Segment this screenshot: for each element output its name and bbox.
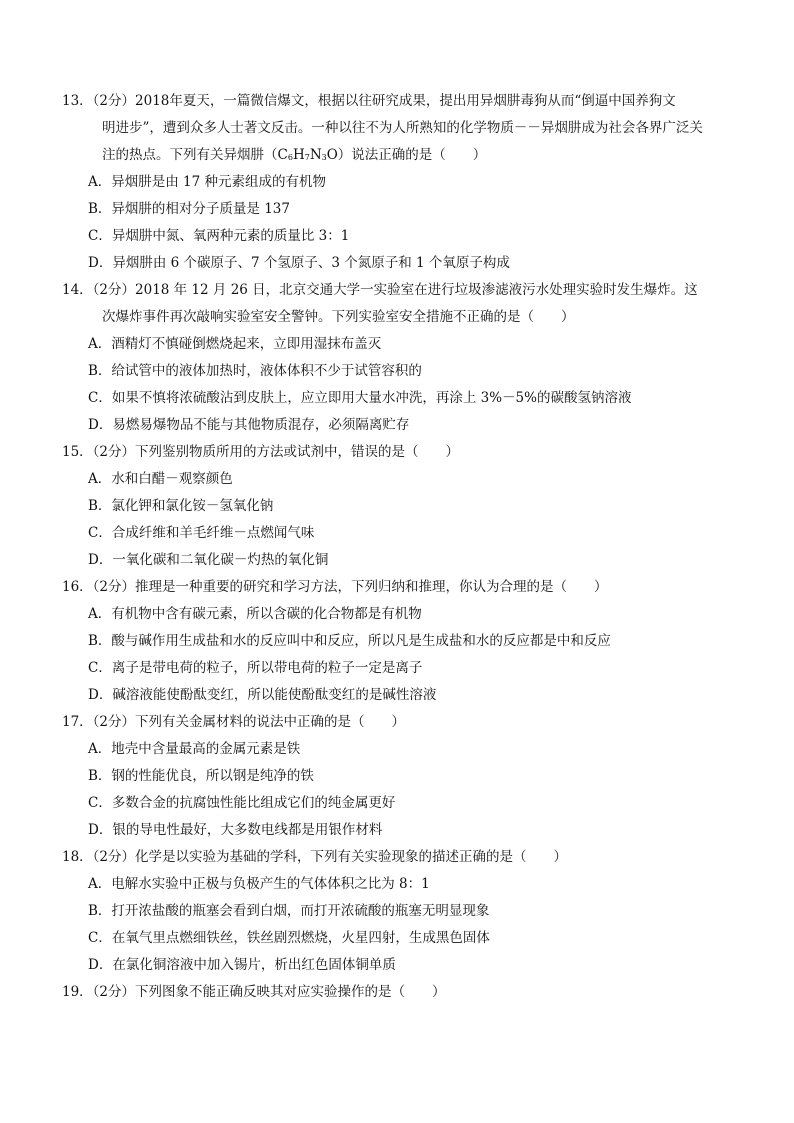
question-stem-line: 17．（2分）下列有关金属材料的说法中正确的是（ ） xyxy=(62,714,406,730)
formula-element: N xyxy=(309,147,322,163)
question-16 xyxy=(62,574,742,709)
option-b: B．给试管中的液体加热时，液体体积不少于试管容积的 xyxy=(88,363,422,379)
option-d: D．银的导电性最好，大多数电线都是用银作材料 xyxy=(88,822,383,838)
question-19 xyxy=(62,979,742,1006)
formula-subscript: 7 xyxy=(304,153,310,162)
question-14 xyxy=(62,277,742,439)
option-b: B．异烟肼的相对分子质量是 137 xyxy=(88,201,290,217)
formula-subscript: 3 xyxy=(321,153,327,162)
option-d: D．易燃易爆物品不能与其他物质混存，必须隔离贮存 xyxy=(88,417,410,433)
question-18 xyxy=(62,844,742,979)
option-a: A．异烟肼是由 17 种元素组成的有机物 xyxy=(88,174,327,190)
option-a: A．电解水实验中正极与负极产生的气体体积之比为 8：1 xyxy=(88,876,430,892)
option-c: C．离子是带电荷的粒子，所以带电荷的粒子一定是离子 xyxy=(88,660,423,676)
question-stem-line: 15．（2分）下列鉴别物质所用的方法或试剂中，错误的是（ ） xyxy=(62,444,460,460)
option-b: B．酸与碱作用生成盐和水的反应叫中和反应，所以凡是生成盐和水的反应都是中和反应 xyxy=(88,633,611,649)
question-stem-line: 明进步”，遭到众多人士著文反击。一种以往不为人所熟知的化学物质－－异烟肼成为社会各界广泛关 xyxy=(102,120,703,136)
question-17 xyxy=(62,709,742,844)
exam-page xyxy=(62,88,742,1006)
option-c: C．在氧气里点燃细铁丝，铁丝剧烈燃烧，火星四射，生成黑色固体 xyxy=(88,930,490,946)
formula-subscript: 6 xyxy=(287,153,293,162)
question-stem-line: 19．（2分）下列图象不能正确反映其对应实验操作的是（ ） xyxy=(62,984,446,1000)
option-a: A．地壳中含量最高的金属元素是铁 xyxy=(88,741,301,757)
stem-text: ）说法正确的是（ ） xyxy=(337,147,487,163)
question-stem-line xyxy=(62,142,742,169)
question-15 xyxy=(62,439,742,574)
formula-element: O xyxy=(326,147,338,163)
option-b: B．打开浓盐酸的瓶塞会看到白烟，而打开浓硫酸的瓶塞无明显现象 xyxy=(88,903,490,919)
option-d: D．一氧化碳和二氧化碳－灼热的氧化铜 xyxy=(88,552,329,568)
option-d: D．异烟肼由 6 个碳原子、7 个氢原子、3 个氮原子和 1 个氧原子构成 xyxy=(88,255,510,271)
question-stem-line: 14．（2分）2018 年 12 月 26 日，北京交通大学一实验室在进行垃圾渗滤液污水处理实验时发生爆炸。这 xyxy=(62,282,698,298)
question-stem-line: 16．（2分）推理是一种重要的研究和学习方法，下列归纳和推理，你认为合理的是（ ） xyxy=(62,579,608,595)
stem-text: 注的热点。下列有关异烟肼（C xyxy=(102,147,288,163)
option-b: B．钢的性能优良，所以钢是纯净的铁 xyxy=(88,768,314,784)
option-a: A．酒精灯不慎碰倒燃烧起来，立即用湿抹布盖灭 xyxy=(88,336,382,352)
question-stem-line: 18．（2分）化学是以实验为基础的学科，下列有关实验现象的描述正确的是（ ） xyxy=(62,849,568,865)
option-a: A．有机物中含有碳元素，所以含碳的化合物都是有机物 xyxy=(88,606,422,622)
question-stem-line: 13．（2分）2018年夏天，一篇微信爆文，根据以往研究成果，提出用异烟肼毒狗从而“倒逼中国养狗文 xyxy=(62,93,676,109)
option-c: C．如果不慎将浓硫酸沾到皮肤上，应立即用大量水冲洗，再涂上 3%－5%的碳酸氢钠溶液 xyxy=(88,390,632,406)
option-d: D．碱溶液能使酚酞变红，所以能使酚酞变红的是碱性溶液 xyxy=(88,687,437,703)
option-c: C．异烟肼中氮、氧两种元素的质量比 3：1 xyxy=(88,228,350,244)
formula-element: H xyxy=(292,147,305,163)
question-stem-line: 次爆炸事件再次敲响实验室安全警钟。下列实验室安全措施不正确的是（ ） xyxy=(102,309,575,325)
option-a: A．水和白醋－观察颜色 xyxy=(88,471,233,487)
question-13 xyxy=(62,88,742,277)
option-c: C．合成纤维和羊毛纤维－点燃闻气味 xyxy=(88,525,315,541)
option-b: B．氯化钾和氯化铵－氢氧化钠 xyxy=(88,498,274,514)
option-d: D．在氯化铜溶液中加入锡片，析出红色固体铜单质 xyxy=(88,957,396,973)
option-c: C．多数合金的抗腐蚀性能比组成它们的纯金属更好 xyxy=(88,795,396,811)
